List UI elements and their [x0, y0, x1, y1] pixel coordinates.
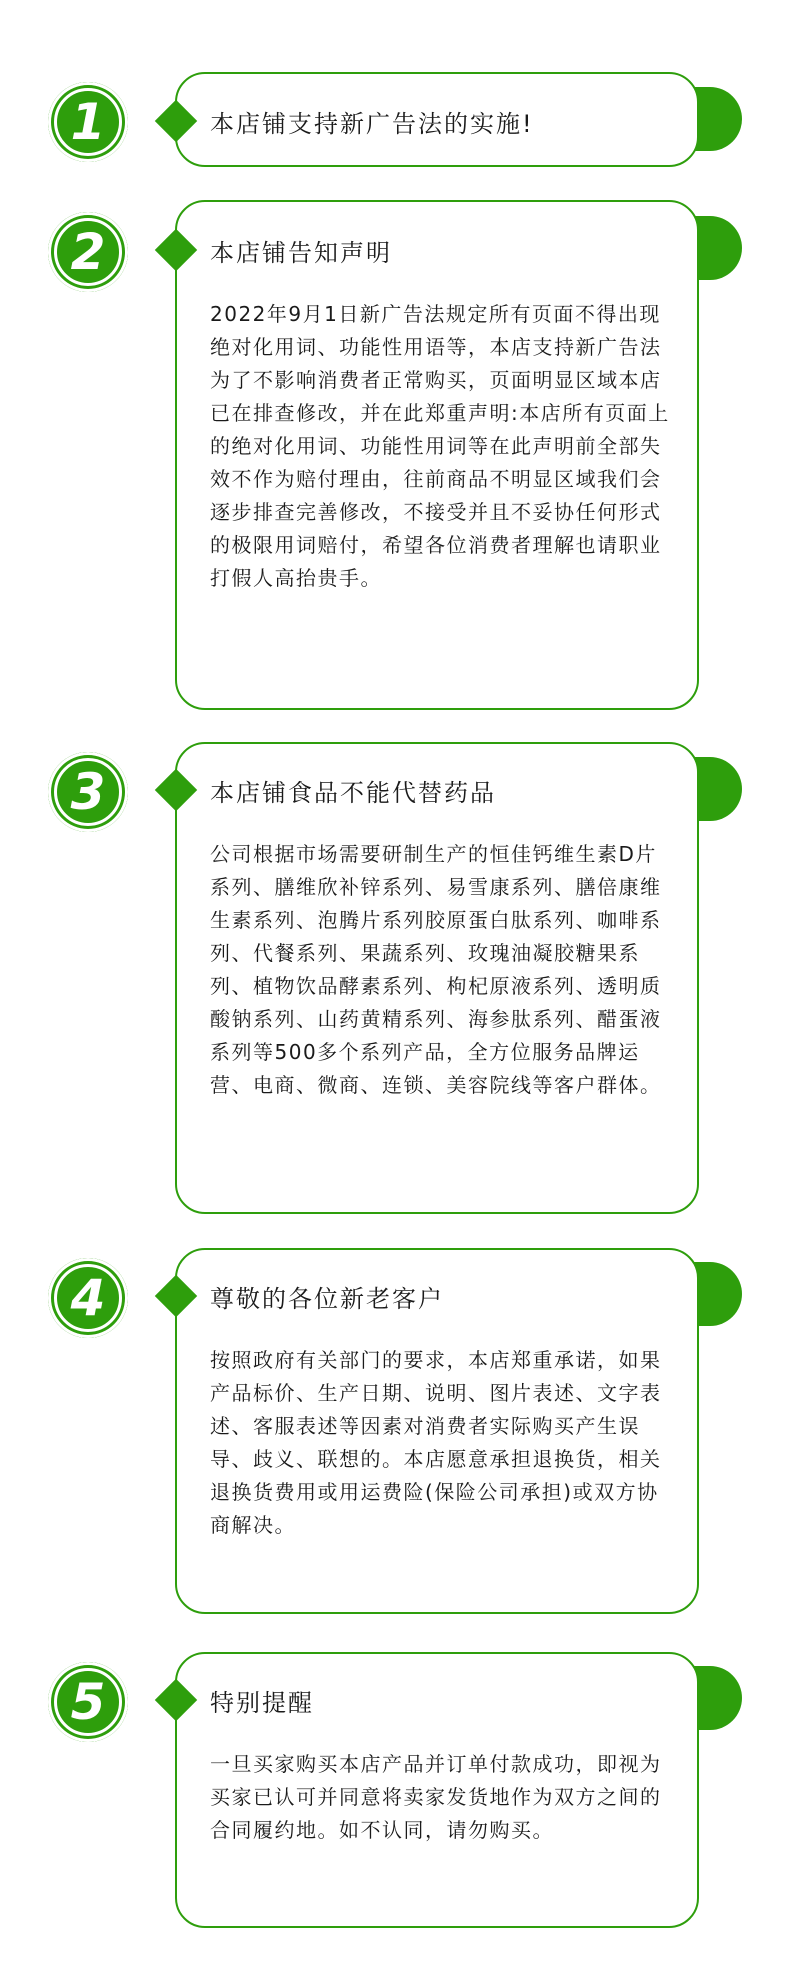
section-number-badge [48, 212, 128, 292]
section-number-badge [48, 82, 128, 162]
section-body: 一旦买家购买本店产品并订单付款成功，即视为买家已认可并同意将卖家发货地作为双方之间的合同履约地。如不认同，请勿购买。 [210, 1752, 662, 1842]
section-number-badge [48, 752, 128, 832]
section-title: 本店铺食品不能代替药品 [210, 779, 496, 807]
section-number: 4 [70, 1269, 106, 1327]
section-title: 本店铺支持新广告法的实施! [210, 110, 534, 138]
section-number: 3 [70, 763, 106, 821]
section-number: 1 [70, 93, 106, 151]
section-number: 2 [70, 223, 106, 281]
section-number-badge [48, 1662, 128, 1742]
section-title: 尊敬的各位新老客户 [210, 1285, 444, 1313]
section-body: 公司根据市场需要研制生产的恒佳钙维生素D片系列、膳维欣补锌系列、易雪康系列、膳倍康维生素系列、泡腾片系列胶原蛋白肽系列、咖啡系列、代餐系列、果蔬系列、玫瑰油凝胶糖果系列、植物饮品酵素系列、枸杞原液系列、透明质酸钠系列、山药黄精系列、海参肽系列、醋蛋液系列等500多个系列产品，全方位服务品牌运营、电商、微商、连锁、美容院线等客户群体。 [210, 842, 662, 1097]
section-body: 2022年9月1日新广告法规定所有页面不得出现绝对化用词、功能性用语等，本店支持新广告法为了不影响消费者正常购买，页面明显区域本店已在排查修改，并在此郑重声明:本店所有页面上的绝对化用词、功能性用词等在此声明前全部失效不作为赔付理由，往前商品不明显区域我们会逐步排查完善修改，不接受并且不妥协任何形式的极限用词赔付，希望各位消费者理解也请职业打假人高抬贵手。 [210, 302, 670, 590]
section-number: 5 [70, 1673, 106, 1731]
section-body: 按照政府有关部门的要求，本店郑重承诺，如果产品标价、生产日期、说明、图片表述、文字表述、客服表述等因素对消费者实际购买产生误导、歧义、联想的。本店愿意承担退换货，相关退换货费用或用运费险(保险公司承担)或双方协商解决。 [210, 1348, 662, 1537]
section-title: 特别提醒 [210, 1689, 314, 1717]
section-number-badge [48, 1258, 128, 1338]
section-title: 本店铺告知声明 [210, 239, 392, 267]
